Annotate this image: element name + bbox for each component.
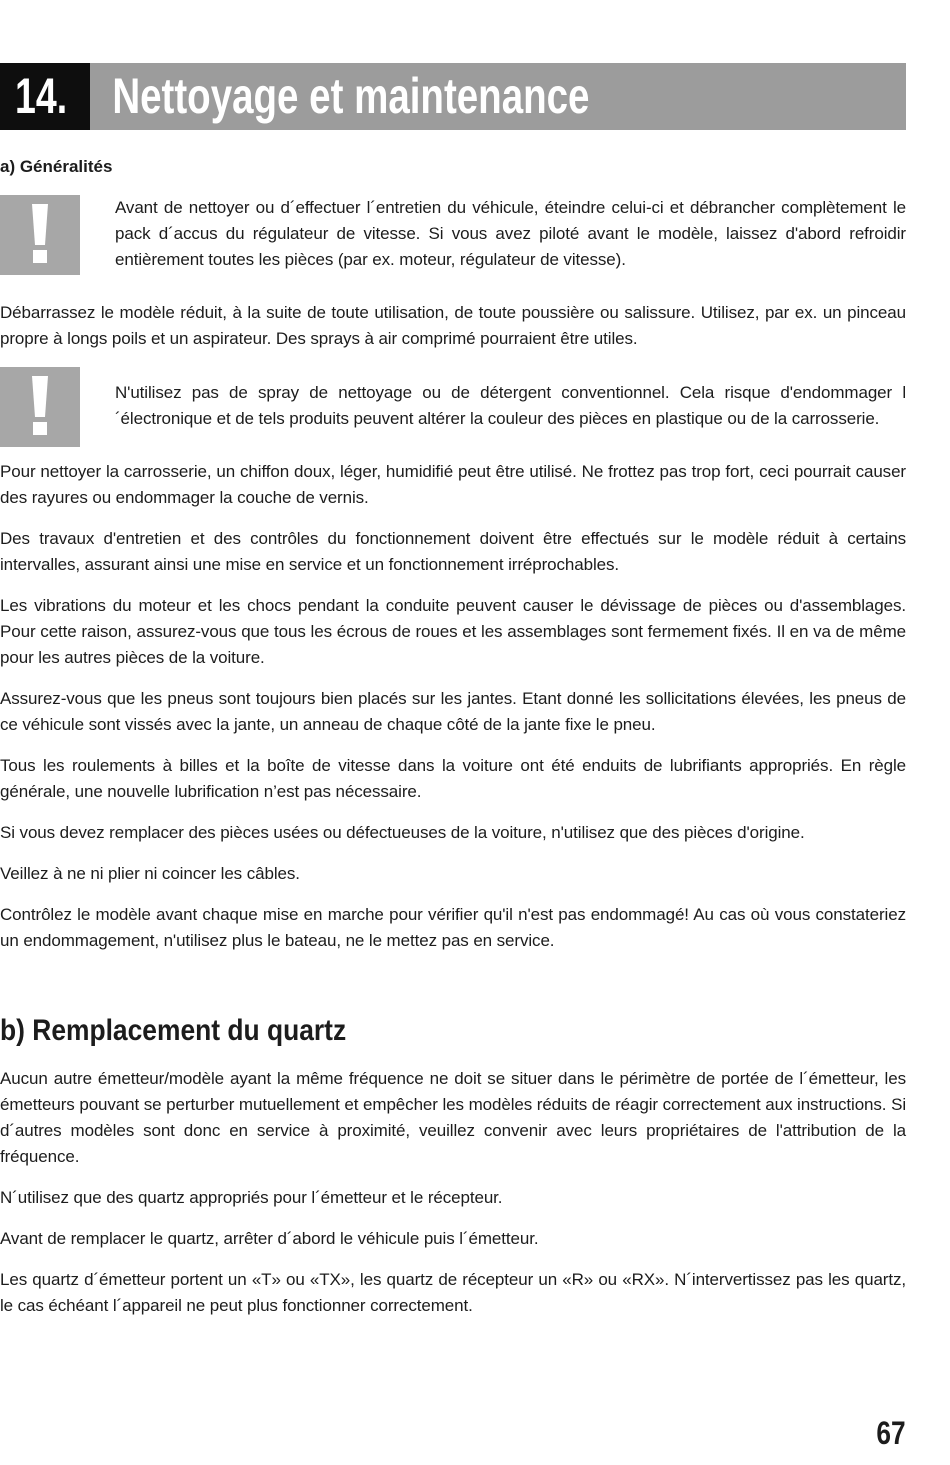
paragraph: Les quartz d´émetteur portent un «T» ou «TX», les quartz de récepteur un «R» ou «RX». N´intervertissez pas les quartz, le cas échéant l´appareil ne peut plus fonctionner correctement. <box>0 1270 906 1315</box>
chapter-number: 14. <box>15 68 68 124</box>
chapter-header <box>0 63 906 130</box>
paragraph: Assurez-vous que les pneus sont toujours bien placés sur les jantes. Etant donné les sollicitations élevées, les pneus de ce véhicule sont vissés avec la jante, un anneau de chaque côté de la jante fixe le pneu. <box>0 689 906 734</box>
paragraph: Pour nettoyer la carrosserie, un chiffon doux, léger, humidifié peut être utilisé. Ne frottez pas trop fort, ceci pourrait causer des rayures ou endommager la couche de vernis. <box>0 462 906 507</box>
intro-paragraph: Débarrassez le modèle réduit, à la suite de toute utilisation, de toute poussière ou salissure. Utilisez, par ex. un pinceau propre à longs poils et un aspirateur. Des sprays à air comprimé pourraient être utiles. <box>0 303 906 348</box>
paragraph: N´utilisez que des quartz appropriés pour l´émetteur et le récepteur. <box>0 1188 503 1207</box>
chapter-title-bar <box>90 63 906 130</box>
paragraph: Des travaux d'entretien et des contrôles du fonctionnement doivent être effectués sur le modèle réduit à certains intervalles, assurant ainsi une mise en service et un fonctionnement irréprochables. <box>0 529 906 574</box>
section-general <box>0 156 906 954</box>
paragraph: Contrôlez le modèle avant chaque mise en marche pour vérifier qu'il n'est pas endommagé! Au cas où vous constateriez un endommagement, n'utilisez plus le bateau, ne le mettez pas en service. <box>0 905 906 950</box>
exclamation-bar <box>32 376 48 417</box>
section-a-heading: a) Généralités <box>0 157 113 176</box>
section-b-heading <box>0 1013 906 1049</box>
warning-icon-graphic <box>0 195 80 275</box>
paragraph: Les vibrations du moteur et les chocs pendant la conduite peuvent causer le dévissage de pièces ou d'assemblages. Pour cette raison, assurez-vous que tous les écrous de roues et les assemblages sont fermement fixés. Il en va de même pour les autres pièces de la voiture. <box>0 596 906 667</box>
warning-note-2 <box>0 367 906 447</box>
exclamation-dot <box>33 250 47 263</box>
paragraph: Si vous devez remplacer des pièces usées ou défectueuses de la voiture, n'utilisez que des pièces d'origine. <box>0 823 805 842</box>
page-number-text: 67 <box>876 1415 906 1451</box>
warning-2-text: N'utilisez pas de spray de nettoyage ou de détergent conventionnel. Cela risque d'endommager l´électronique et de tels produits peuvent altérer la couleur des pièces en plastique ou de la carrosserie. <box>115 383 906 428</box>
exclamation-bar <box>32 204 48 245</box>
section-quartz <box>0 1013 906 1319</box>
paragraph: Aucun autre émetteur/modèle ayant la même fréquence ne doit se situer dans le périmètre de portée de l´émetteur, les émetteurs pouvant se perturber mutuellement et empêcher les modèles réduits de réagir correctement aux instructions. Si d´autres modèles sont donc en service à proximité, veuillez convenir avec leurs propriétaires de l'attribution de la fréquence. <box>0 1069 906 1166</box>
chapter-number-box <box>0 63 90 130</box>
warning-icon <box>0 367 80 447</box>
paragraph: Veillez à ne ni plier ni coincer les câbles. <box>0 864 300 883</box>
exclamation-dot <box>33 422 47 435</box>
warning-icon-graphic <box>0 367 80 447</box>
warning-1-text: Avant de nettoyer ou d´effectuer l´entretien du véhicule, éteindre celui-ci et débrancher complètement le pack d´accus du régulateur de vitesse. Si vous avez piloté avant le modèle, laissez d'abord refroidir entièrement toutes les pièces (par ex. moteur, régulateur de vitesse). <box>115 198 906 269</box>
warning-icon <box>0 195 80 275</box>
section-b-heading-text: b) Remplacement du quartz <box>0 1014 347 1047</box>
chapter-title: Nettoyage et maintenance <box>112 68 590 124</box>
page-number <box>870 1415 906 1451</box>
paragraph: Avant de remplacer le quartz, arrêter d´abord le véhicule puis l´émetteur. <box>0 1229 539 1248</box>
warning-note-1 <box>0 195 906 275</box>
paragraph: Tous les roulements à billes et la boîte de vitesse dans la voiture ont été enduits de lubrifiants appropriés. En règle générale, une nouvelle lubrification n’est pas nécessaire. <box>0 756 906 801</box>
